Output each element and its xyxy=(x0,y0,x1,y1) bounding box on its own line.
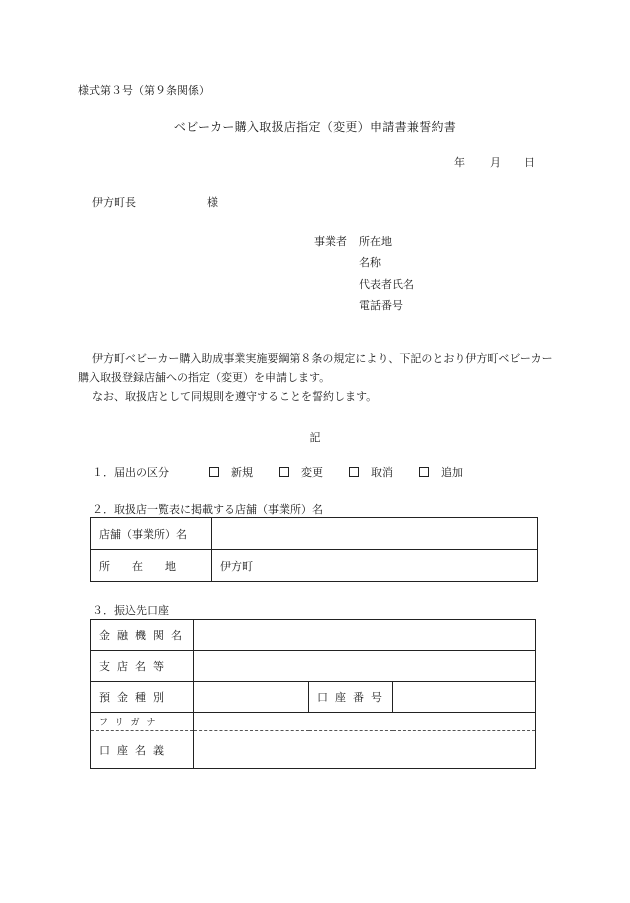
statement-paragraph-1: 伊方町ベビーカー購入助成事業実施要綱第８条の規定により、下記のとおり伊方町ベビーカー購入取扱登録店舗への指定（変更）を申請します。 xyxy=(78,352,553,384)
store-table xyxy=(90,517,538,582)
section3-label: ３．振込先口座 xyxy=(92,604,169,617)
furigana-label: フリガナ xyxy=(91,713,194,731)
branch-label: 支店名等 xyxy=(91,651,194,682)
account-holder-cell[interactable] xyxy=(194,731,536,769)
option-new[interactable]: 新規 xyxy=(209,464,253,480)
date-year: 年 xyxy=(454,156,465,169)
deposit-type-label: 預金種別 xyxy=(91,682,194,713)
bank-name-label: 金融機関名 xyxy=(91,620,194,651)
bank-name-cell[interactable] xyxy=(194,620,536,651)
date-month: 月 xyxy=(490,156,501,169)
applicant-phone: 電話番号 xyxy=(359,299,403,312)
option-change[interactable]: 変更 xyxy=(279,464,323,480)
table-row xyxy=(91,620,536,651)
deposit-type-cell[interactable] xyxy=(194,682,309,713)
section2-label: ２．取扱店一覧表に掲載する店舗（事業所）名 xyxy=(92,503,323,516)
checkbox-icon xyxy=(209,467,219,477)
applicant-name: 名称 xyxy=(359,256,381,269)
branch-cell[interactable] xyxy=(194,651,536,682)
section1-label: １．届出の区分 xyxy=(92,466,169,479)
table-row xyxy=(91,731,536,769)
store-address-cell[interactable]: 伊方町 xyxy=(212,550,538,582)
table-row xyxy=(91,518,538,550)
addressee: 伊方町長 xyxy=(92,196,136,209)
store-name-cell[interactable] xyxy=(212,518,538,550)
applicant-representative: 代表者氏名 xyxy=(359,278,414,291)
table-row xyxy=(91,682,536,713)
store-name-label: 店舗（事業所）名 xyxy=(91,518,212,550)
bank-account-table xyxy=(90,619,536,769)
ki-heading: 記 xyxy=(309,431,321,444)
option-add[interactable]: 追加 xyxy=(419,464,463,480)
checkbox-icon xyxy=(349,467,359,477)
account-number-cell[interactable] xyxy=(393,682,536,713)
application-statement xyxy=(78,349,553,406)
document-title: ベビーカー購入取扱店指定（変更）申請書兼誓約書 xyxy=(173,120,457,134)
account-holder-label: 口座名義 xyxy=(91,731,194,769)
table-row xyxy=(91,713,536,731)
date-day: 日 xyxy=(524,156,535,169)
table-row xyxy=(91,550,538,582)
checkbox-icon xyxy=(419,467,429,477)
account-number-label: 口座番号 xyxy=(309,682,393,713)
furigana-cell[interactable] xyxy=(194,713,536,731)
form-number: 様式第３号（第９条関係） xyxy=(78,84,210,97)
statement-paragraph-2: なお、取扱店として同規則を遵守することを誓約します。 xyxy=(92,390,378,403)
table-row xyxy=(91,651,536,682)
store-address-label: 所 在 地 xyxy=(91,550,212,582)
option-cancel[interactable]: 取消 xyxy=(349,464,393,480)
honorific: 様 xyxy=(207,196,218,209)
applicant-address: 所在地 xyxy=(359,235,392,248)
applicant-label: 事業者 xyxy=(314,235,347,248)
checkbox-icon xyxy=(279,467,289,477)
